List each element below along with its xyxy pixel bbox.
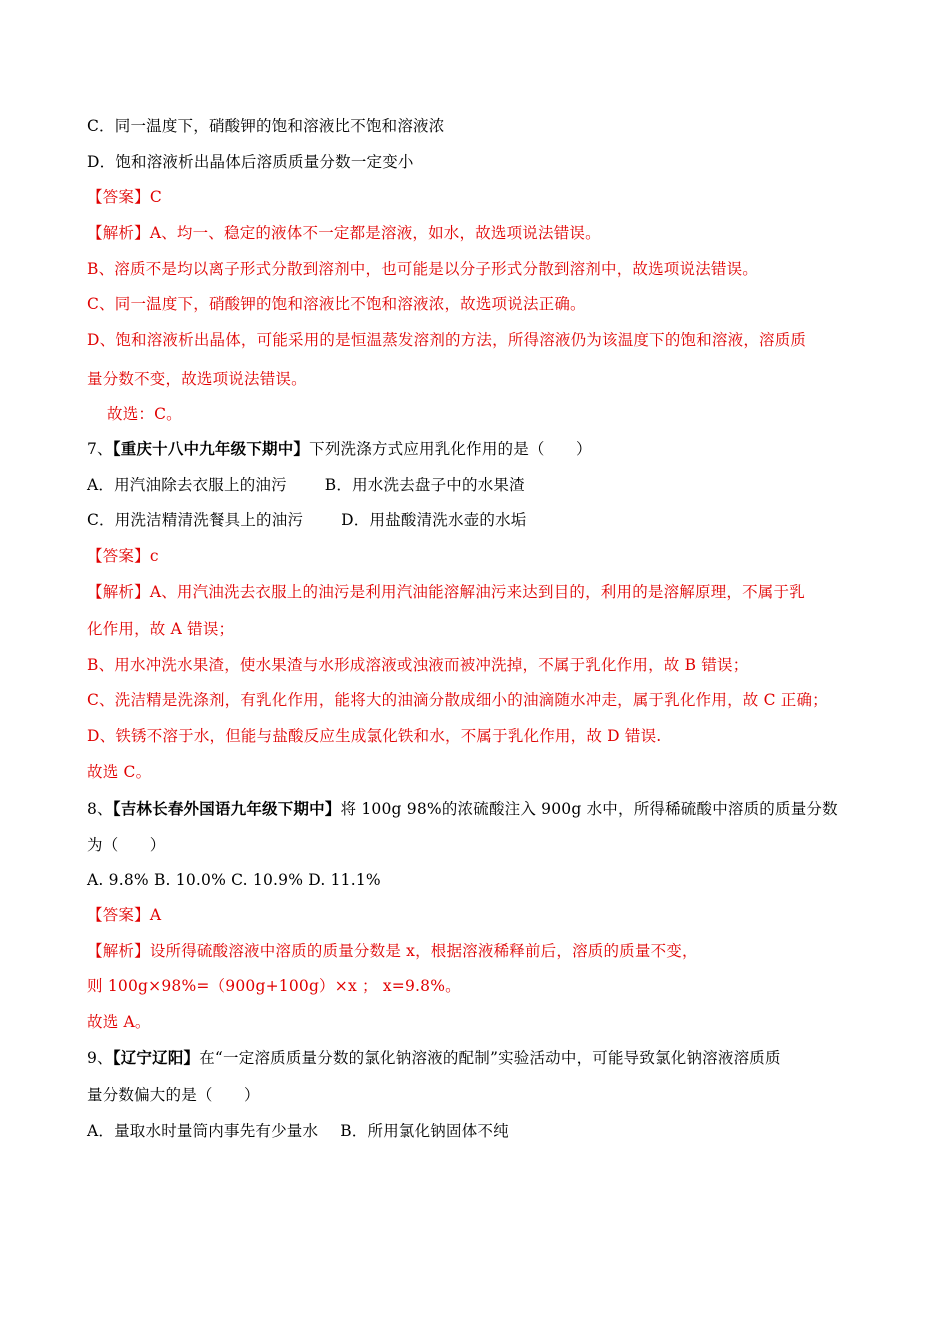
q9-option-b: B．所用氯化钠固体不纯 xyxy=(340,1122,509,1140)
answer-tag: 【答案】 xyxy=(87,188,150,206)
q7-options-cd xyxy=(87,509,880,531)
q7-option-c: C．用洗洁精清洗餐具上的油污 xyxy=(87,511,304,529)
q6-answer xyxy=(87,186,880,208)
analysis-tag: 【解析】 xyxy=(87,224,150,242)
q8-answer xyxy=(87,904,880,926)
question-text: 下列洗涤方式应用乳化作用的是（ ） xyxy=(309,440,592,458)
answer-value: C xyxy=(149,188,162,206)
q6-analysis-2: B、溶质不是均以离子形式分散到溶剂中，也可能是以分子形式分散到溶剂中，故选项说法错误。 xyxy=(87,260,758,278)
analysis-text: A、均一、稳定的液体不一定都是溶液，如水，故选项说法错误。 xyxy=(149,224,601,242)
q7-option-a: A．用汽油除去衣服上的油污 xyxy=(87,476,287,494)
q7-analysis-3: C、洗洁精是洗涤剂，有乳化作用，能将大的油滴分散成细小的油滴随水冲走，属于乳化作用，故 C 正确； xyxy=(87,691,828,709)
analysis-text: 设所得硫酸溶液中溶质的质量分数是 x，根据溶液稀释前后，溶质的质量不变， xyxy=(149,942,698,960)
q8-stem-a xyxy=(87,798,880,820)
analysis-tag: 【解析】 xyxy=(87,942,150,960)
analysis-text: A、用汽油洗去衣服上的油污是利用汽油能溶解油污来达到目的，利用的是溶解原理，不属于乳 xyxy=(149,583,805,601)
analysis-tag: 【解析】 xyxy=(87,583,150,601)
q8-analysis-1 xyxy=(87,940,880,962)
question-text: 在“一定溶质质量分数的氯化钠溶液的配制”实验活动中，可能导致氯化钠溶液溶质质 xyxy=(199,1049,781,1067)
q8-stem-b: 为（ ） xyxy=(87,836,166,854)
question-source: 【重庆十八中九年级下期中】 xyxy=(112,439,310,458)
q8-conclusion: 故选 A。 xyxy=(87,1013,151,1031)
q6-conclusion: 故选：C。 xyxy=(107,405,182,423)
question-source: 【吉林长春外国语九年级下期中】 xyxy=(112,799,341,818)
question-text: 将 100g 98%的浓硫酸注入 900g 水中，所得稀硫酸中溶质的质量分数 xyxy=(340,800,838,818)
question-number: 9、 xyxy=(87,1049,113,1067)
q6-analysis-4b: 量分数不变，故选项说法错误。 xyxy=(87,370,307,388)
answer-tag: 【答案】 xyxy=(87,906,150,924)
question-number: 7、 xyxy=(87,440,113,458)
q7-options-ab xyxy=(87,474,880,496)
q7-analysis-1b: 化作用，故 A 错误； xyxy=(87,620,235,638)
answer-tag: 【答案】 xyxy=(87,547,150,565)
q9-option-a: A．量取水时量筒内事先有少量水 xyxy=(87,1122,319,1140)
q6-analysis-3: C、同一温度下，硝酸钾的饱和溶液比不饱和溶液浓，故选项说法正确。 xyxy=(87,295,586,313)
q6-analysis-1 xyxy=(87,222,880,244)
q7-analysis-1a xyxy=(87,581,880,603)
q9-options-ab xyxy=(87,1120,880,1142)
q7-stem xyxy=(87,438,880,460)
q7-conclusion: 故选 C。 xyxy=(87,763,152,781)
q6-option-d: D．饱和溶液析出晶体后溶质质量分数一定变小 xyxy=(87,153,414,171)
q9-stem-a xyxy=(87,1047,880,1069)
q6-option-c: C．同一温度下，硝酸钾的饱和溶液比不饱和溶液浓 xyxy=(87,117,445,135)
q7-analysis-2: B、用水冲洗水果渣，使水果渣与水形成溶液或浊液而被冲洗掉，不属于乳化作用，故 B 错误； xyxy=(87,656,749,674)
q6-analysis-4a: D、饱和溶液析出晶体，可能采用的是恒温蒸发溶剂的方法，所得溶液仍为该温度下的饱和溶液，溶质质 xyxy=(87,331,807,349)
answer-value: A xyxy=(149,906,162,924)
q8-analysis-2: 则 100g×98%=（900g+100g）×x ； x=9.8%。 xyxy=(87,977,461,995)
answer-value: c xyxy=(149,547,159,565)
q7-option-b: B．用水洗去盘子中的水果渣 xyxy=(324,476,525,494)
question-number: 8、 xyxy=(87,800,113,818)
q7-analysis-4: D、铁锈不溶于水，但能与盐酸反应生成氯化铁和水，不属于乳化作用，故 D 错误. xyxy=(87,727,662,745)
q8-options: A. 9.8% B. 10.0% C. 10.9% D. 11.1% xyxy=(87,871,381,889)
q7-option-d: D．用盐酸清洗水壶的水垢 xyxy=(341,511,527,529)
q9-stem-b: 量分数偏大的是（ ） xyxy=(87,1086,260,1104)
question-source: 【辽宁辽阳】 xyxy=(112,1048,200,1067)
q7-answer xyxy=(87,545,880,567)
